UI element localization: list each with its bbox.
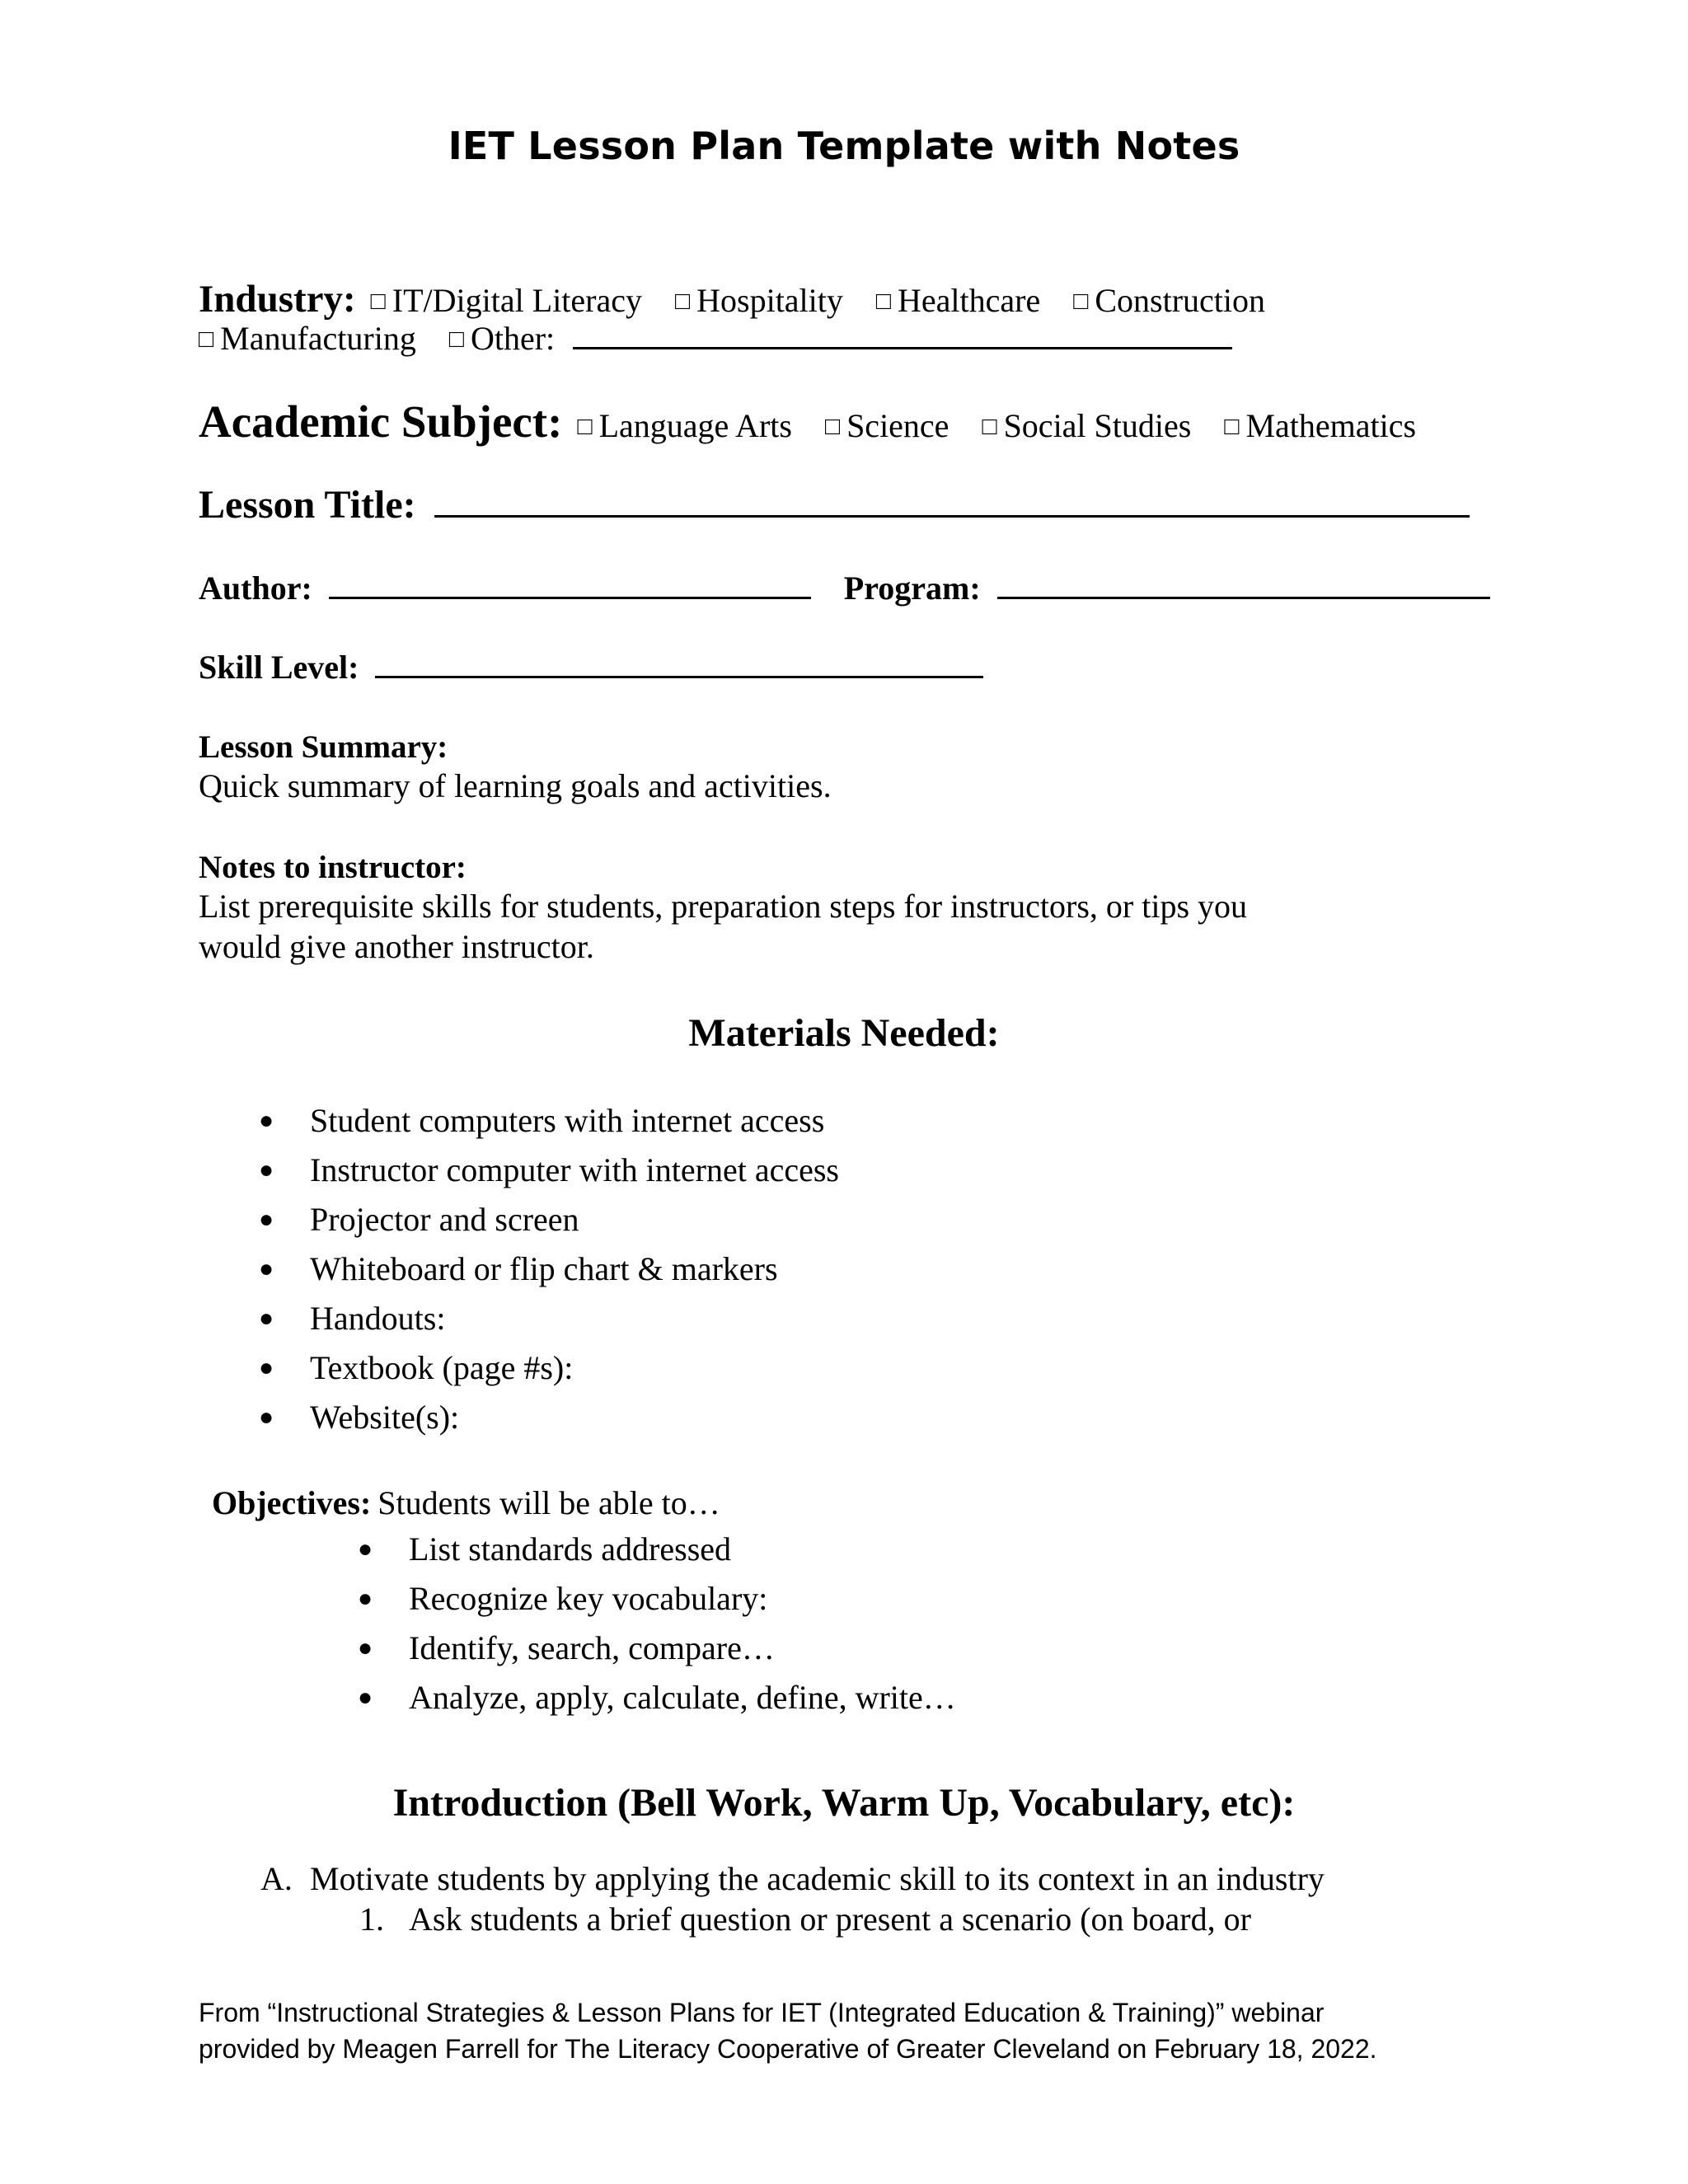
checkbox-icon[interactable]: □ [982, 413, 997, 440]
lesson-title-label: Lesson Title: [199, 483, 416, 527]
footer-line-1: From “Instructional Strategies & Lesson Plans for IET (Integrated Education & Training)” webinar [199, 1998, 1325, 2027]
objectives-list [358, 1525, 956, 1722]
bullet-icon: ● [259, 1255, 274, 1282]
lesson-title-row [199, 482, 1470, 527]
industry-option-construction[interactable]: □ Construction [1073, 282, 1266, 319]
list-item: ● Identify, search, compare… [409, 1624, 956, 1673]
footer-line-2: provided by Meagen Farrell for The Literacy Cooperative of Greater Cleveland on February 18, 2022. [199, 2034, 1377, 2064]
checkbox-icon[interactable]: □ [199, 326, 214, 353]
list-marker: 1. [359, 1900, 384, 1938]
author-label: Author: [199, 569, 312, 607]
checkbox-icon[interactable]: □ [1073, 288, 1089, 315]
checkbox-icon[interactable]: □ [875, 288, 892, 315]
list-item: ● Analyze, apply, calculate, define, write… [409, 1673, 956, 1722]
bullet-icon: ● [259, 1404, 274, 1431]
industry-row [199, 277, 1290, 321]
bullet-icon: ● [259, 1305, 274, 1332]
bullet-icon: ● [259, 1107, 274, 1134]
list-item: ● Textbook (page #s): [310, 1343, 839, 1393]
objectives-row [212, 1483, 720, 1522]
lesson-summary-text: Quick summary of learning goals and activities. [199, 767, 832, 804]
list-item: ● List standards addressed [409, 1525, 956, 1574]
industry-option-it[interactable]: □ IT/Digital Literacy [370, 282, 642, 319]
list-item: ● Handouts: [310, 1294, 839, 1343]
list-item: ● Instructor computer with internet access [310, 1146, 839, 1195]
list-item: ● Website(s): [310, 1393, 839, 1442]
checkbox-icon[interactable]: □ [824, 413, 841, 440]
checkbox-icon[interactable]: □ [675, 288, 691, 315]
list-item: ● Projector and screen [310, 1195, 839, 1244]
industry-option-hospitality[interactable]: □ Hospitality [675, 282, 843, 319]
checkbox-icon[interactable]: □ [370, 288, 386, 315]
introduction-item-1: 1. Ask students a brief question or present a scenario (on board, or [359, 1900, 1251, 1938]
checkbox-icon[interactable]: □ [448, 326, 464, 353]
skill-level-label: Skill Level: [199, 649, 359, 686]
subject-option-social-studies[interactable]: □ Social Studies [982, 407, 1192, 444]
checkbox-icon[interactable]: □ [1224, 413, 1240, 440]
subject-option-science[interactable]: □ Science [824, 407, 950, 444]
lesson-title-blank[interactable] [434, 514, 1470, 518]
checkbox-icon[interactable]: □ [577, 413, 593, 440]
bullet-icon: ● [358, 1535, 373, 1563]
subject-option-language-arts[interactable]: □ Language Arts [577, 407, 792, 444]
introduction-heading: Introduction (Bell Work, Warm Up, Vocabulary, etc): [392, 1781, 1296, 1825]
bullet-icon: ● [259, 1206, 274, 1233]
page-title: IET Lesson Plan Template with Notes [448, 124, 1240, 168]
notes-block [199, 849, 1247, 967]
notes-heading: Notes to instructor: [199, 850, 467, 885]
bullet-icon: ● [259, 1156, 274, 1183]
bullet-icon: ● [259, 1354, 274, 1381]
objectives-intro: Students will be able to… [377, 1484, 720, 1521]
industry-label: Industry: [199, 278, 356, 321]
industry-option-healthcare[interactable]: □ Healthcare [875, 282, 1041, 319]
lesson-summary-block [199, 729, 832, 806]
objectives-label: Objectives: [212, 1484, 372, 1521]
notes-text-line-2: would give another instructor. [199, 928, 594, 965]
industry-option-manufacturing[interactable]: □ Manufacturing [199, 320, 416, 357]
program-blank[interactable] [997, 596, 1490, 599]
lesson-summary-heading: Lesson Summary: [199, 729, 448, 765]
subject-option-mathematics[interactable]: □ Mathematics [1224, 407, 1417, 444]
bullet-icon: ● [358, 1585, 373, 1612]
introduction-item-a: A. Motivate students by applying the academic skill to its context in an industry [260, 1860, 1325, 1897]
program-label: Program: [843, 569, 981, 607]
list-item: ● Recognize key vocabulary: [409, 1574, 956, 1624]
author-blank[interactable] [329, 596, 811, 599]
list-item: ● Whiteboard or flip chart & markers [310, 1244, 839, 1294]
other-industry-blank[interactable] [573, 346, 1232, 349]
author-program-row [199, 569, 1490, 607]
notes-text-line-1: List prerequisite skills for students, preparation steps for instructors, or tips you [199, 888, 1248, 925]
bullet-icon: ● [358, 1634, 373, 1661]
bullet-icon: ● [358, 1684, 373, 1711]
page-footer [199, 1994, 1377, 2067]
materials-heading: Materials Needed: [688, 1011, 1000, 1055]
skill-level-blank[interactable] [375, 675, 983, 678]
list-item: ● Student computers with internet access [310, 1096, 839, 1146]
materials-list [259, 1096, 839, 1442]
industry-row-2 [199, 319, 1232, 358]
list-marker: A. [260, 1860, 293, 1897]
industry-option-other[interactable]: □ Other: [448, 320, 556, 357]
skill-level-row [199, 648, 983, 687]
academic-subject-label: Academic Subject: [199, 396, 563, 447]
academic-subject-row [199, 396, 1416, 448]
